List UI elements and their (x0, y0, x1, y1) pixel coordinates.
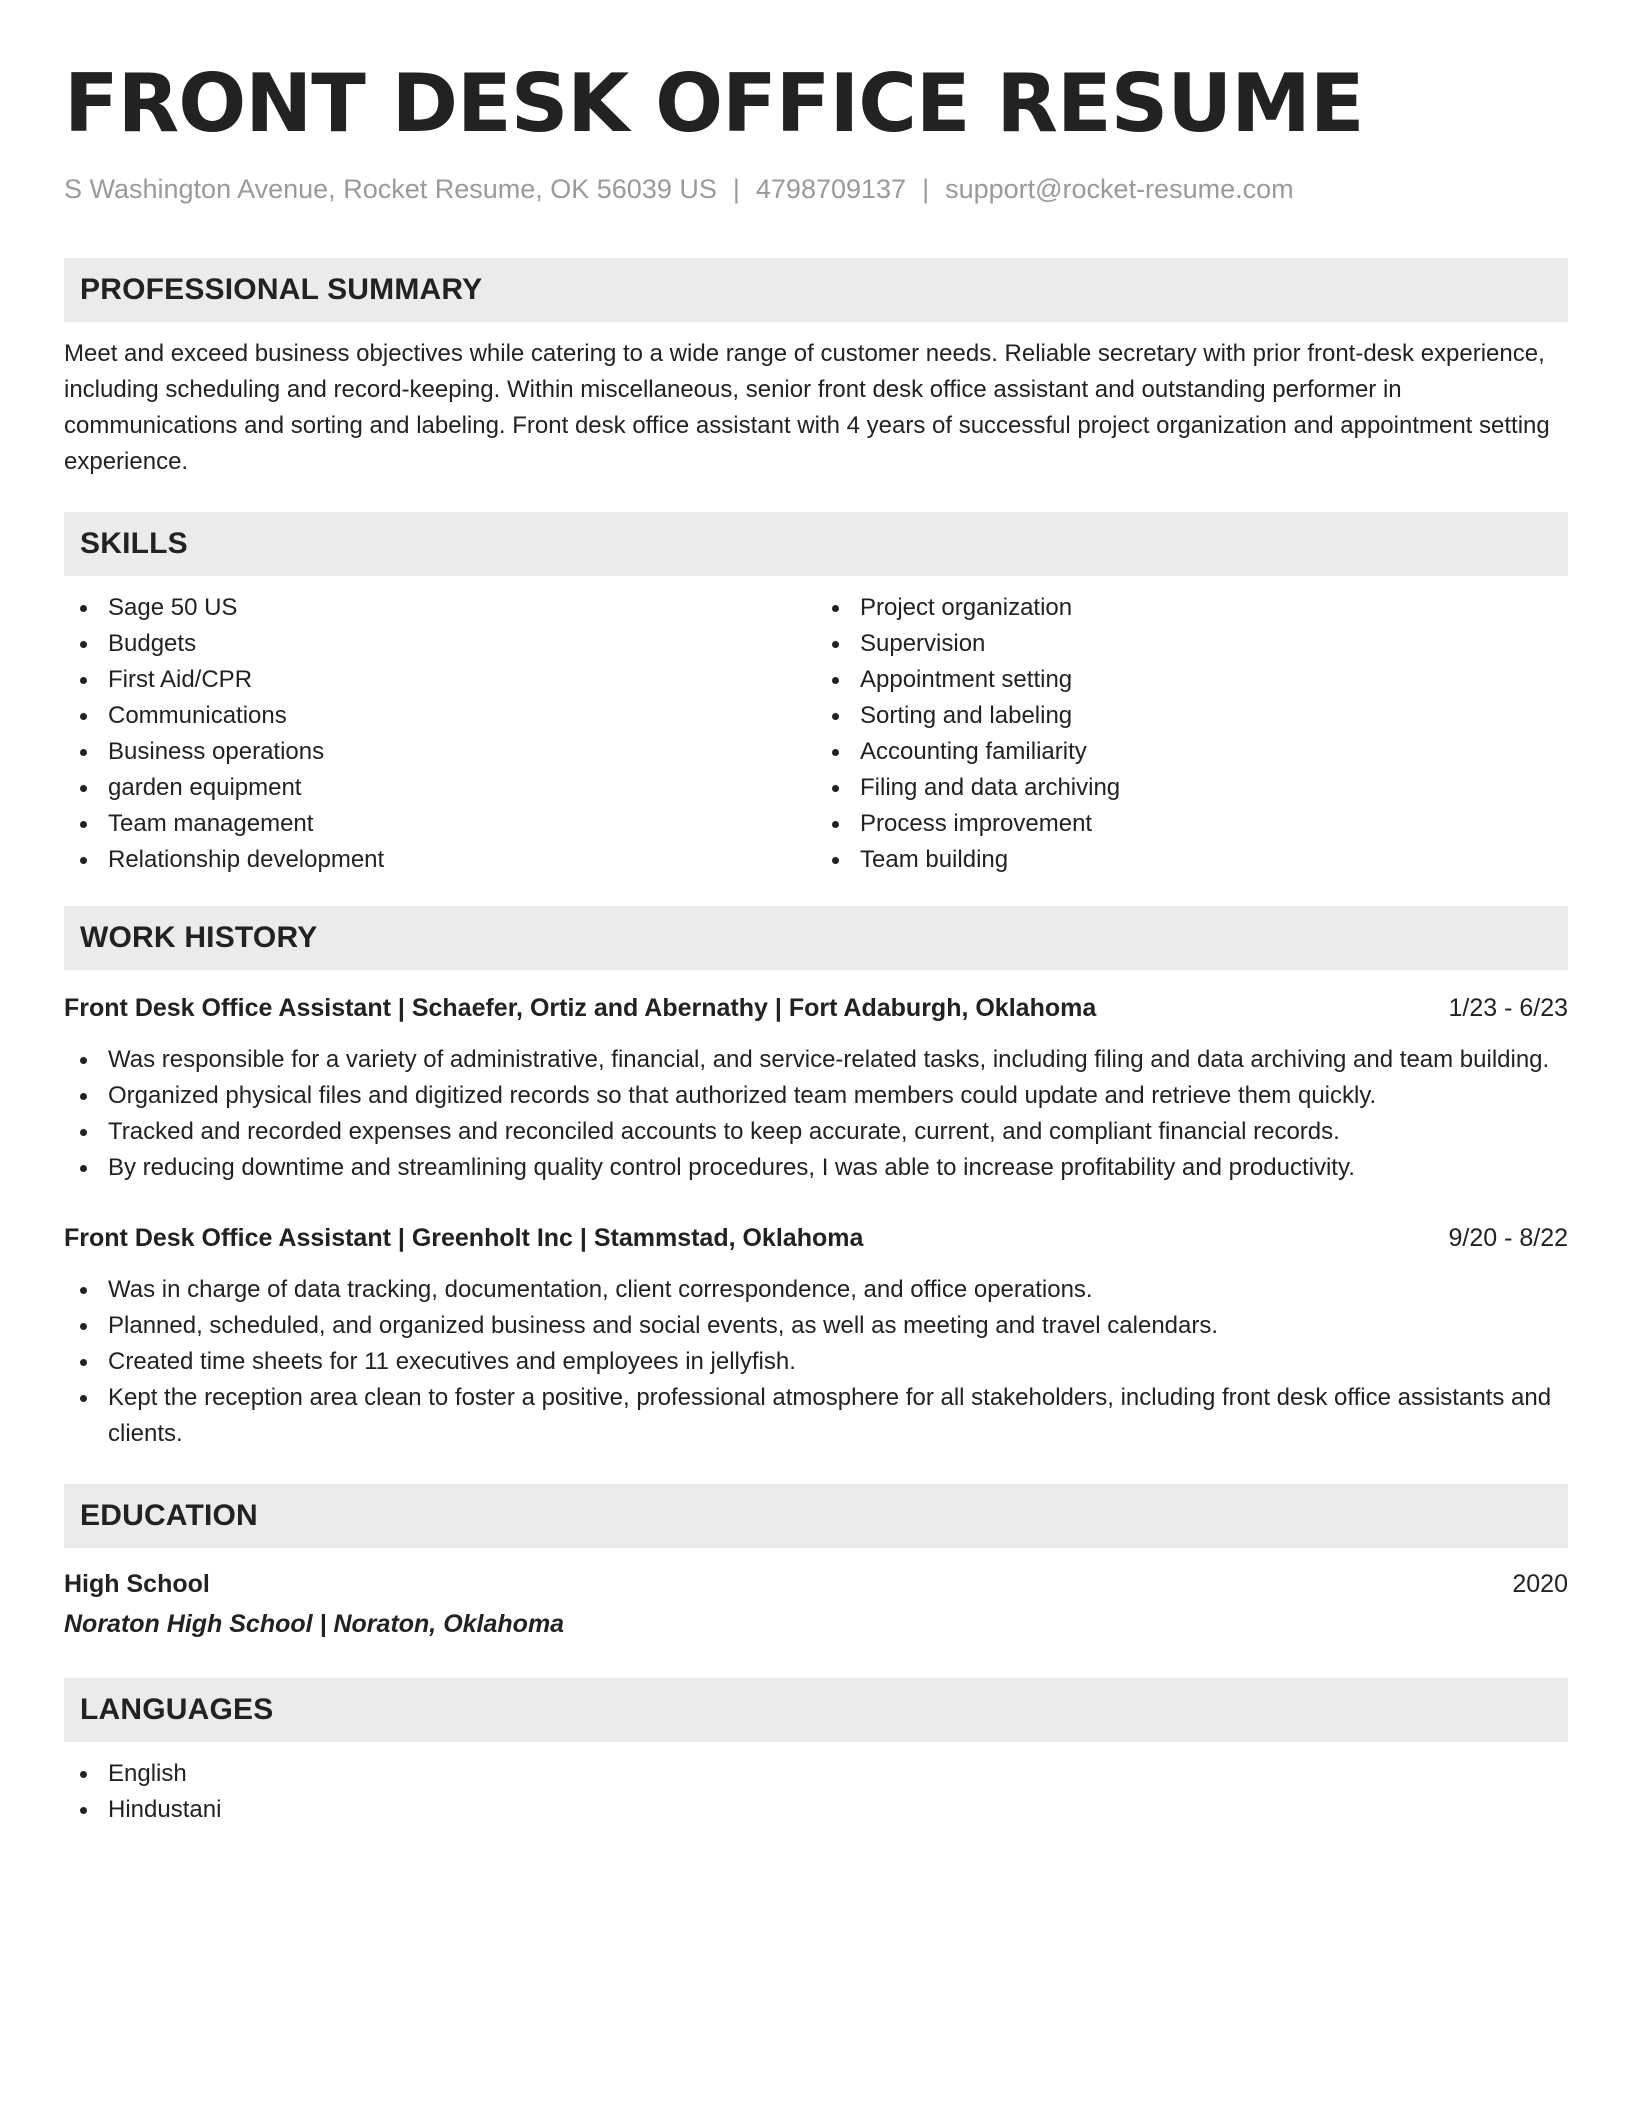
skill-item: Business operations (64, 734, 816, 770)
job-bullets (64, 1272, 1568, 1452)
section-header-languages: LANGUAGES (64, 1678, 1568, 1742)
contact-separator: | (922, 174, 930, 204)
section-header-skills: SKILLS (64, 512, 1568, 576)
job-title: Front Desk Office Assistant | Schaefer, Ortiz and Abernathy | Fort Adaburgh, Oklahoma (64, 994, 1097, 1022)
resume-title: FRONT DESK OFFICE RESUME (64, 57, 1364, 150)
job-bullet: Was responsible for a variety of administrative, financial, and service-related tasks, including filing and data archiving and team building. (64, 1042, 1568, 1078)
job-bullet: Planned, scheduled, and organized business and social events, as well as meeting and travel calendars. (64, 1308, 1568, 1344)
skill-item: Accounting familiarity (816, 734, 1568, 770)
skill-item: Sage 50 US (64, 590, 816, 626)
education-entry (64, 1566, 1568, 1642)
skill-item: Relationship development (64, 842, 816, 878)
skill-item: First Aid/CPR (64, 662, 816, 698)
job-title: Front Desk Office Assistant | Greenholt Inc | Stammstad, Oklahoma (64, 1224, 864, 1252)
skill-item: Appointment setting (816, 662, 1568, 698)
skills-columns (64, 590, 1568, 878)
skill-item: Communications (64, 698, 816, 734)
skill-item: Team management (64, 806, 816, 842)
summary-text: Meet and exceed business objectives while catering to a wide range of customer needs. Reliable secretary with prior front-desk experience, including scheduling and record-keeping. Within miscellaneous, senior front desk office assistant and outstanding performer in communications and sorting and labeling. Front desk office assistant with 4 years of successful project organization and appointment setting experience. (64, 340, 1550, 475)
job-bullet: Was in charge of data tracking, documentation, client correspondence, and office operations. (64, 1272, 1568, 1308)
job-dates: 9/20 - 8/22 (1448, 1224, 1568, 1252)
section-header-education: EDUCATION (64, 1484, 1568, 1548)
skill-item: Budgets (64, 626, 816, 662)
skill-item: Sorting and labeling (816, 698, 1568, 734)
contact-address: S Washington Avenue, Rocket Resume, OK 56039 US (64, 174, 717, 204)
skill-item: garden equipment (64, 770, 816, 806)
education-degree: High School (64, 1570, 210, 1598)
job-title-row (64, 990, 1568, 1026)
language-item: Hindustani (64, 1792, 1568, 1828)
skill-item: Process improvement (816, 806, 1568, 842)
contact-email: support@rocket-resume.com (945, 174, 1294, 204)
skill-item: Filing and data archiving (816, 770, 1568, 806)
skills-list-left (64, 590, 816, 878)
skills-list-right (816, 590, 1568, 878)
job-bullets (64, 1042, 1568, 1186)
job-bullet: Kept the reception area clean to foster a positive, professional atmosphere for all stakeholders, including front desk office assistants and clients. (64, 1380, 1568, 1452)
job-title-row (64, 1220, 1568, 1256)
education-row (64, 1566, 1568, 1602)
job-entry (64, 1220, 1568, 1452)
languages-list (64, 1756, 1568, 1828)
contact-separator: | (732, 174, 740, 204)
job-entry (64, 990, 1568, 1186)
skill-item: Team building (816, 842, 1568, 878)
job-bullet: Created time sheets for 11 executives and employees in jellyfish. (64, 1344, 1568, 1380)
job-bullet: Tracked and recorded expenses and reconciled accounts to keep accurate, current, and compliant financial records. (64, 1114, 1568, 1150)
education-school: Noraton High School | Noraton, Oklahoma (64, 1610, 565, 1638)
contact-phone: 4798709137 (755, 174, 907, 204)
job-bullet: Organized physical files and digitized records so that authorized team members could update and retrieve them quickly. (64, 1078, 1568, 1114)
language-item: English (64, 1756, 1568, 1792)
skill-item: Project organization (816, 590, 1568, 626)
job-bullet: By reducing downtime and streamlining quality control procedures, I was able to increase profitability and productivity. (64, 1150, 1568, 1186)
section-header-work-history: WORK HISTORY (64, 906, 1568, 970)
section-header-summary: PROFESSIONAL SUMMARY (64, 258, 1568, 322)
skill-item: Supervision (816, 626, 1568, 662)
job-dates: 1/23 - 6/23 (1448, 994, 1568, 1022)
contact-line (64, 172, 1568, 206)
education-year: 2020 (1512, 1570, 1568, 1598)
